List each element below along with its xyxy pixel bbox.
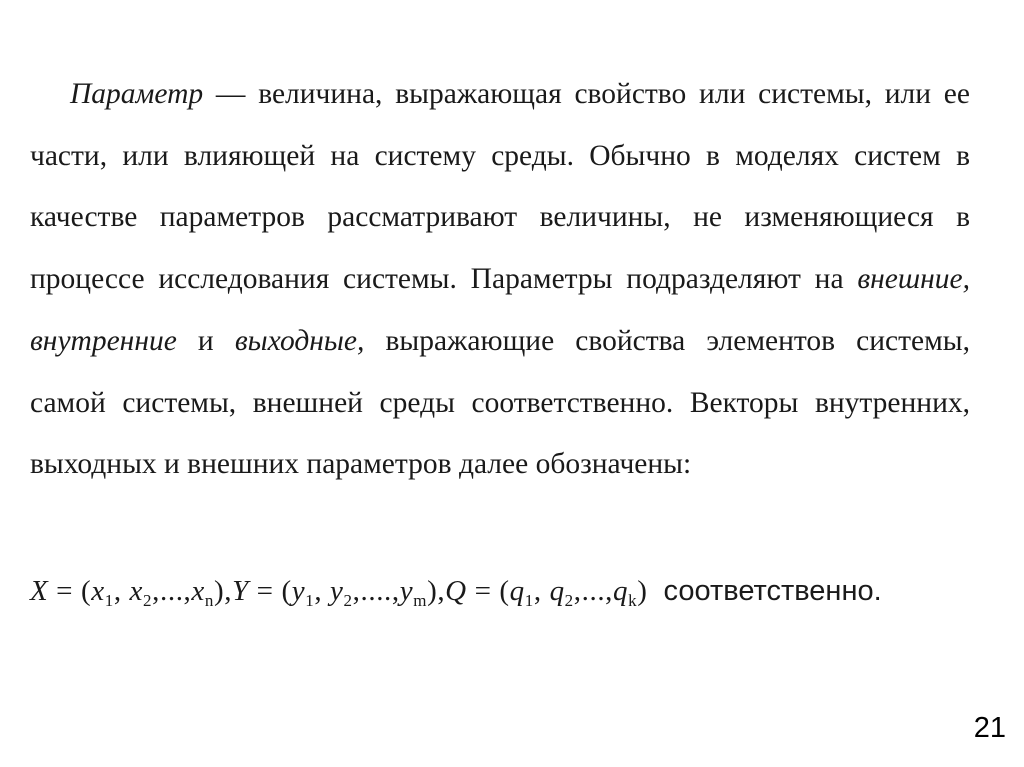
definition-paragraph — [30, 64, 970, 496]
comma: , — [113, 575, 130, 607]
kind-output: выходные, — [234, 324, 365, 357]
equals-sign: = — [248, 575, 282, 607]
subscript: 2 — [343, 591, 353, 610]
definition-text: — величина, выражающая свойство или системы, или ее части, или влияющей на систему среды. Обычно в моделях систем в качестве параметров рассматривают величины, не изменяющиеся в процессе исследования системы. Параметры подразделяют на — [30, 78, 970, 296]
comma: , — [533, 575, 550, 607]
formula-row — [30, 575, 990, 625]
var-x: x — [191, 575, 205, 607]
comma: , — [314, 575, 331, 607]
ellipsis: ,...., — [352, 575, 400, 607]
var-Q: Q — [445, 575, 467, 607]
separator: и — [176, 324, 235, 357]
ellipsis: ,..., — [573, 575, 614, 607]
subscript: 2 — [564, 591, 574, 610]
var-y: y — [399, 575, 414, 607]
var-y: y — [291, 575, 306, 607]
var-q: q — [509, 575, 525, 607]
var-q: q — [549, 575, 565, 607]
kind-internal: внутренние — [30, 324, 177, 357]
var-q: q — [613, 575, 629, 607]
subscript: 2 — [143, 591, 153, 610]
vector-formula — [30, 575, 648, 608]
page-number: 21 — [973, 712, 1006, 744]
equals-sign: = — [466, 575, 500, 607]
subscript: n — [204, 591, 214, 610]
term-parameter: Параметр — [70, 78, 204, 110]
continuation-text: выражающие свойства элементов системы, самой системы, внешней среды соответственно. Векторы внутренних, выходных и внешних параметров далее обозначены: — [30, 324, 970, 481]
subscript: k — [628, 591, 638, 610]
paren: ( — [80, 575, 92, 607]
var-x: x — [91, 575, 105, 607]
var-y: y — [330, 575, 344, 607]
formula-suffix: соответственно. — [663, 575, 882, 607]
paren: ( — [281, 575, 292, 607]
ellipsis: ,..., — [152, 575, 192, 607]
var-Y: Y — [232, 575, 249, 607]
subscript: 1 — [524, 591, 534, 610]
subscript: 1 — [305, 591, 315, 610]
paren: ( — [499, 575, 510, 607]
subscript: m — [413, 591, 428, 610]
var-x: x — [129, 575, 144, 607]
subscript: 1 — [104, 591, 114, 610]
paren: ) — [637, 575, 648, 607]
equals-sign: = — [48, 575, 81, 607]
paren: ), — [427, 575, 446, 607]
paren: ), — [213, 575, 233, 607]
var-X: X — [30, 575, 49, 607]
kind-external: внешние, — [857, 263, 970, 296]
